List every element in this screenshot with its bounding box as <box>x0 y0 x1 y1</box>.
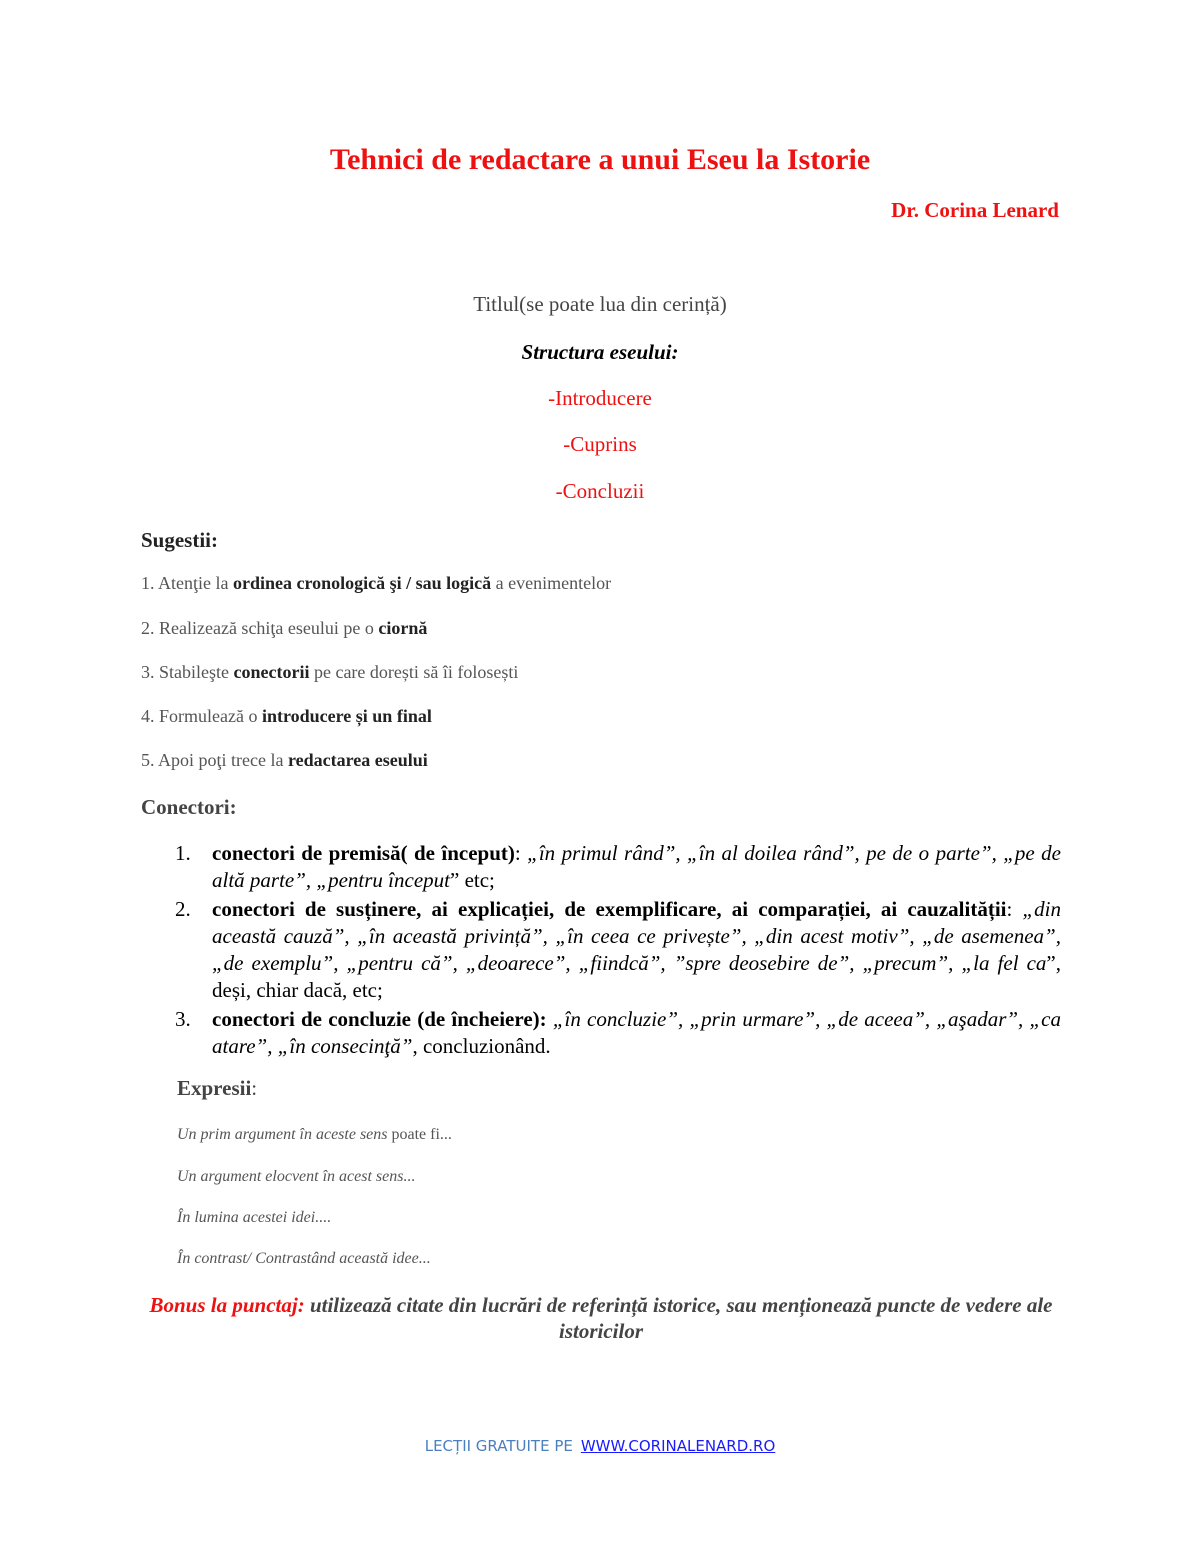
expresii-heading: Expresii: <box>177 1076 258 1100</box>
sugestie-item: 3. Stabileşte conectorii pe care dorești să îi folosești <box>141 662 519 682</box>
sugestie-item: 4. Formulează o introducere și un final <box>141 706 432 726</box>
conector-item: 1. conectori de premisă( de început): „în primul rând”, „în al doilea rând”, pe de o parte”, „pe de altă parte”, „pentru început” etc; <box>175 841 1061 892</box>
structure-item-concluzii: -Concluzii <box>555 479 645 503</box>
bonus-note: Bonus la punctaj: utilizează citate din lucrări de referință istorice, sau menționează puncte de vedere ale istoricilor <box>149 1293 1053 1343</box>
expresie-item: În lumina acestei idei.... <box>177 1209 332 1226</box>
website-link[interactable]: WWW.CORINALENARD.RO <box>580 1437 776 1455</box>
author-name: Dr. Corina Lenard <box>891 198 1059 222</box>
structure-heading: Structura eseului: <box>521 340 679 364</box>
conectori-list <box>141 840 1061 1062</box>
sugestie-item: 2. Realizează schiţa eseului pe o ciornă <box>141 618 428 638</box>
footer-text: LECȚII GRATUITE PE <box>424 1437 573 1455</box>
expresie-item: Un prim argument în aceste sens poate fi... <box>177 1126 452 1143</box>
sugestie-item: 1. Atenţie la ordinea cronologică şi / sau logică a evenimentelor <box>141 573 612 593</box>
structure-item-introducere: -Introducere <box>548 386 652 410</box>
titlu-line: Titlul(se poate lua din cerință) <box>473 292 727 316</box>
sugestii-heading: Sugestii: <box>141 528 219 552</box>
sugestie-item: 5. Apoi poţi trece la redactarea eseului <box>141 750 428 770</box>
document-title: Tehnici de redactare a unui Eseu la Istorie <box>329 143 871 176</box>
expresie-item: În contrast/ Contrastând această idee... <box>177 1250 431 1267</box>
structure-item-cuprins: -Cuprins <box>563 432 637 456</box>
conectori-heading: Conectori: <box>141 795 237 819</box>
footer <box>0 1437 1200 1455</box>
conector-item: 3. conectori de concluzie (de încheiere): „în concluzie”, „prin urmare”, „de aceea”, „aşadar”, „ca atare”, „în consecinţă”, concluzionând. <box>175 1007 1061 1058</box>
expresie-item: Un argument elocvent în acest sens... <box>177 1168 416 1185</box>
conector-item: 2. conectori de susținere, ai explicației, de exemplificare, ai comparației, ai cauzalității: „din această cauză”, „în această privință”, „în ceea ce privește”, „din acest motiv”, „de asemenea”, „de exemplu”, „pentru că”, „deoarece”, „fiindcă”, ”spre deosebire de”, „precum”, „la fel ca”, deși, chiar dacă, etc; <box>175 897 1061 1002</box>
